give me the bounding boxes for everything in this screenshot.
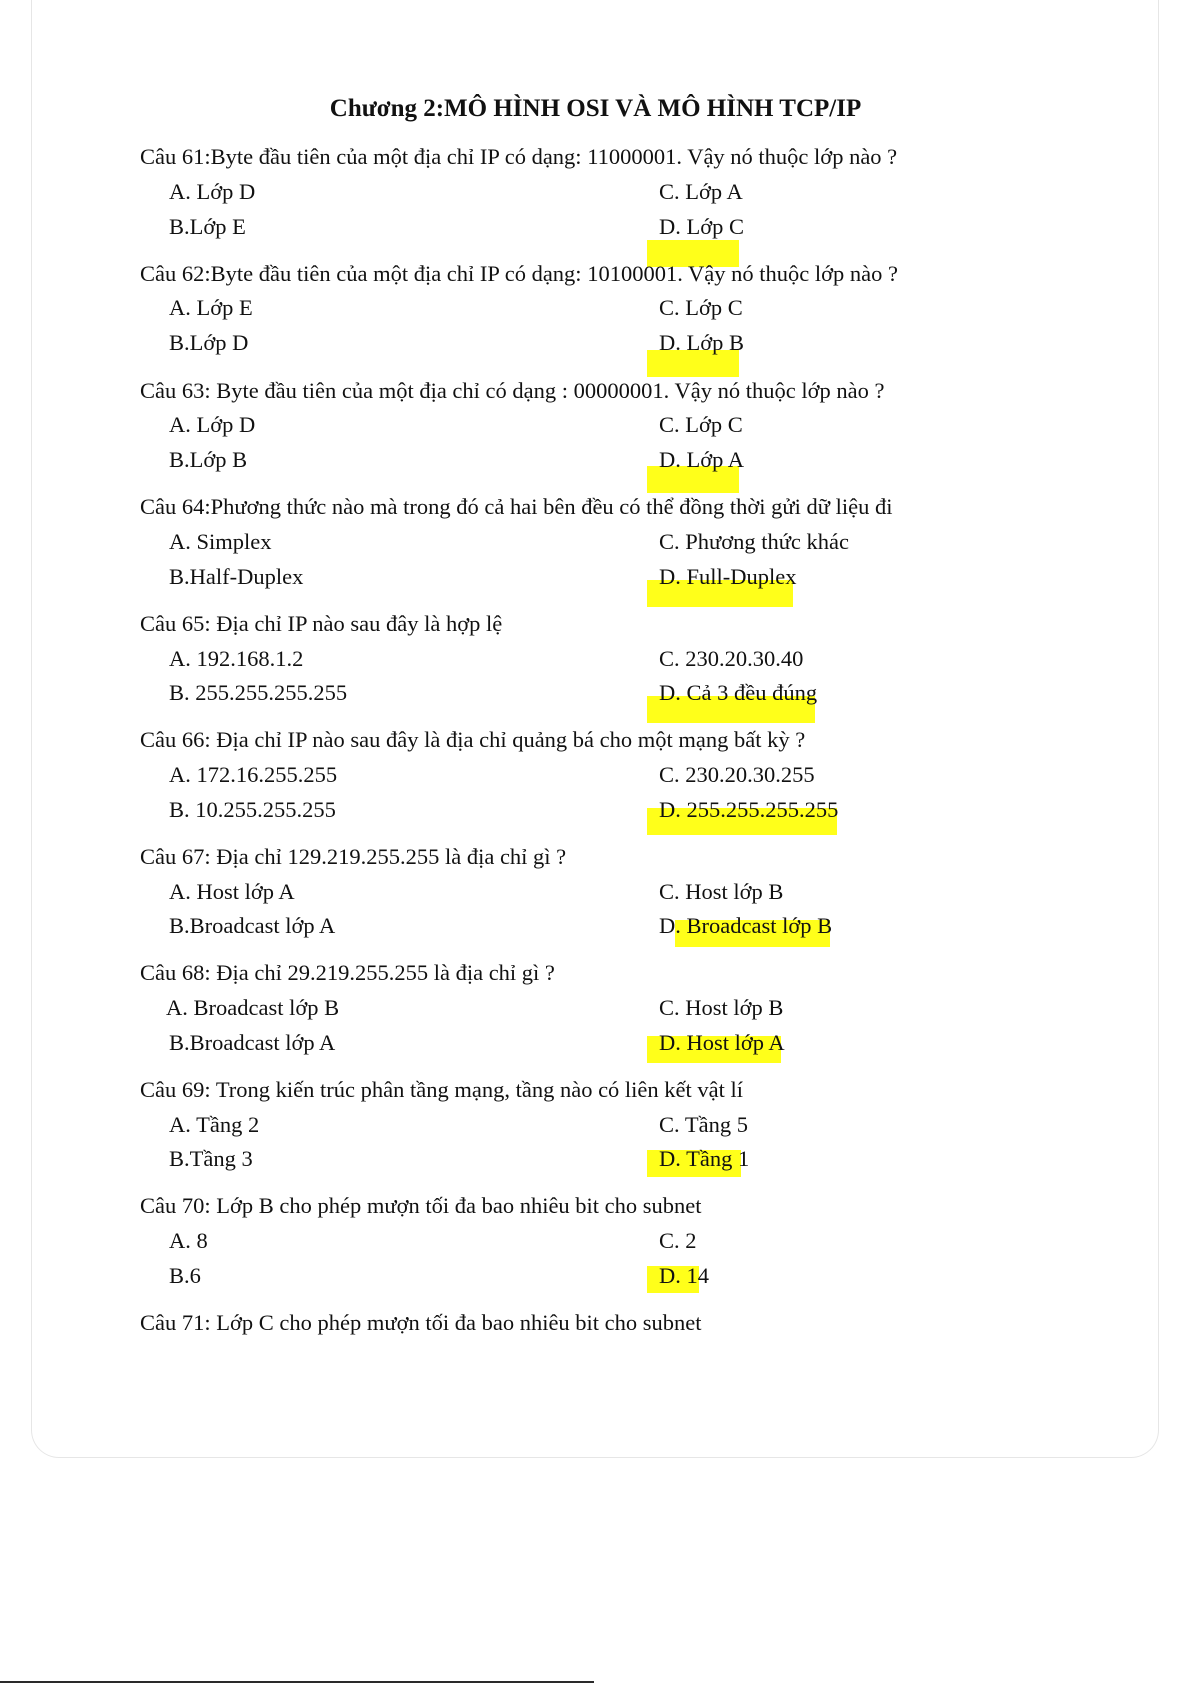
question-71: Câu 71: Lớp C cho phép mượn tối đa bao nhiêu bit cho subnet [140, 1310, 702, 1335]
chapter-title: Chương 2:MÔ HÌNH OSI VÀ MÔ HÌNH TCP/IP [329, 95, 862, 122]
question-64: Câu 64:Phương thức nào mà trong đó cả hai bên đều có thể đồng thời gửi dữ liệu đi [140, 494, 893, 519]
q64-option-b: B.Half-Duplex [169, 564, 304, 589]
q70-option-b: B.6 [169, 1263, 201, 1288]
question-68: Câu 68: Địa chỉ 29.219.255.255 là địa chỉ gì ? [140, 960, 555, 985]
q67-option-a: A. Host lớp A [169, 879, 295, 904]
q70-option-d: D. 14 [659, 1263, 709, 1288]
q69-option-b: B.Tầng 3 [169, 1146, 253, 1171]
q67-option-c: C. Host lớp B [659, 879, 784, 904]
q64-option-c: C. Phương thức khác [659, 529, 850, 554]
q62-option-b: B.Lớp D [169, 330, 249, 355]
q66-option-c: C. 230.20.30.255 [659, 762, 815, 787]
q64-option-a: A. Simplex [169, 529, 272, 554]
q65-option-d: D. Cả 3 đều đúng [659, 680, 818, 705]
q61-option-c: C. Lớp A [659, 179, 743, 204]
question-65: Câu 65: Địa chỉ IP nào sau đây là hợp lệ [140, 611, 503, 636]
question-67: Câu 67: Địa chỉ 129.219.255.255 là địa chỉ gì ? [140, 844, 567, 869]
question-66: Câu 66: Địa chỉ IP nào sau đây là địa chỉ quảng bá cho một mạng bất kỳ ? [140, 727, 806, 752]
q69-option-c: C. Tầng 5 [659, 1112, 748, 1137]
question-70: Câu 70: Lớp B cho phép mượn tối đa bao nhiêu bit cho subnet [140, 1193, 702, 1218]
question-61: Câu 61:Byte đầu tiên của một địa chỉ IP có dạng: 11000001. Vậy nó thuộc lớp nào ? [140, 144, 898, 169]
q68-option-d: D. Host lớp A [659, 1030, 785, 1055]
q64-option-d: D. Full-Duplex [659, 564, 797, 589]
q65-option-b: B. 255.255.255.255 [169, 680, 348, 705]
question-62: Câu 62:Byte đầu tiên của một địa chỉ IP có dạng: 10100001. Vậy nó thuộc lớp nào ? [140, 261, 899, 286]
q68-option-c: C. Host lớp B [659, 995, 784, 1020]
q68-option-b: B.Broadcast lớp A [169, 1030, 336, 1055]
q62-option-c: C. Lớp C [659, 295, 743, 320]
q67-option-d: D. Broadcast lớp B [659, 913, 833, 938]
q65-option-c: C. 230.20.30.40 [659, 646, 804, 671]
q70-option-c: C. 2 [659, 1228, 697, 1253]
q67-option-b: B.Broadcast lớp A [169, 913, 336, 938]
q62-option-a: A. Lớp E [169, 295, 253, 320]
q61-option-b: B.Lớp E [169, 214, 246, 239]
q63-option-a: A. Lớp D [169, 412, 256, 437]
q61-option-d: D. Lớp C [659, 214, 745, 239]
q65-option-a: A. 192.168.1.2 [169, 646, 304, 671]
q63-option-b: B.Lớp B [169, 447, 248, 472]
q63-option-d: D. Lớp A [659, 447, 745, 472]
bottom-divider [0, 1681, 594, 1683]
q68-option-a: A. Broadcast lớp B [166, 995, 340, 1020]
q69-option-d: D. Tầng 1 [659, 1146, 750, 1171]
question-69: Câu 69: Trong kiến trúc phân tầng mạng, tầng nào có liên kết vật lí [140, 1077, 744, 1102]
q69-option-a: A. Tầng 2 [169, 1112, 260, 1137]
q66-option-b: B. 10.255.255.255 [169, 797, 336, 822]
q66-option-a: A. 172.16.255.255 [169, 762, 338, 787]
q62-option-d: D. Lớp B [659, 330, 745, 355]
q70-option-a: A. 8 [169, 1228, 208, 1253]
q61-option-a: A. Lớp D [169, 179, 256, 204]
question-63: Câu 63: Byte đầu tiên của một địa chỉ có dạng : 00000001. Vậy nó thuộc lớp nào ? [140, 378, 885, 403]
q63-option-c: C. Lớp C [659, 412, 743, 437]
q66-option-d: D. 255.255.255.255 [659, 797, 839, 822]
